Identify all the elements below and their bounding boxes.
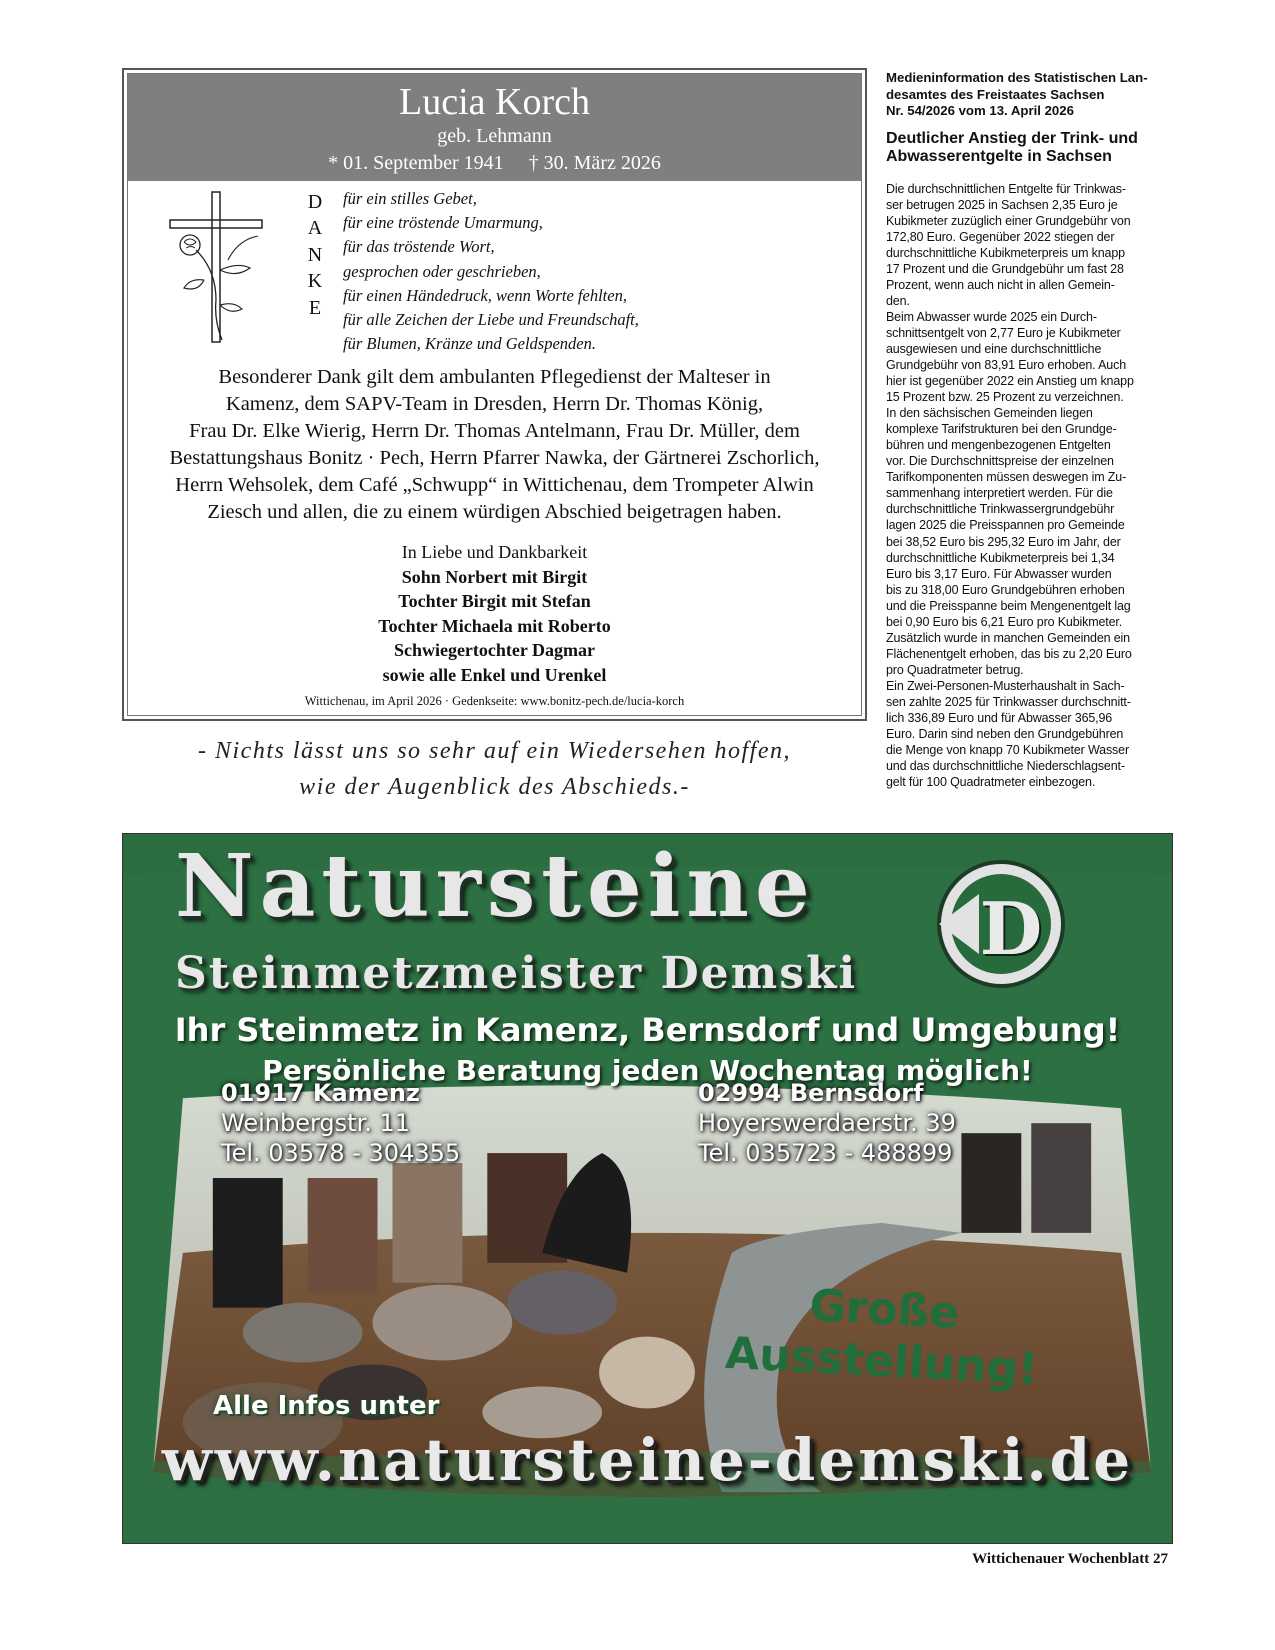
press-body-line: Euro bis 3,17 Euro. Für Abwasser wurden <box>886 566 1112 581</box>
press-body-line: ausgewiesen und eine durchschnittliche <box>886 341 1102 356</box>
special-thanks <box>136 364 853 526</box>
danke-vertical <box>300 189 330 321</box>
thanks-line: für eine tröstende Umarmung, <box>343 213 543 233</box>
danke-letter: A <box>307 217 323 240</box>
press-body-line: Die durchschnittlichen Entgelte für Trinkwas- <box>886 181 1126 196</box>
press-body-line: Kubikmeter zuzüglich einer Grundgebühr von <box>886 213 1131 228</box>
special-thanks-line: Herrn Wehsolek, dem Café „Schwupp“ in Wittichenau, dem Trompeter Alwin <box>175 474 814 496</box>
thanks-line: für einen Händedruck, wenn Worte fehlten, <box>343 285 627 305</box>
danke-letter: D <box>307 191 323 213</box>
thanks-list <box>343 187 639 356</box>
press-body-line: gelt für 100 Quadratmeter einbezogen. <box>886 775 1096 790</box>
press-meta-line: Medieninformation des Statistischen Lan- <box>886 70 1148 85</box>
press-meta-line: desamtes des Freistaates Sachsen <box>886 86 1105 102</box>
exhibition-callout <box>720 1276 1045 1397</box>
thanks-line: für das tröstende Wort, <box>343 237 495 257</box>
press-body-line: Prozent, wenn auch nicht in allen Gemein- <box>886 277 1115 292</box>
press-body-line: 172,80 Euro. Gegenüber 2022 stiegen der <box>886 229 1115 244</box>
press-body-line: In den sächsischen Gemeinden liegen <box>886 406 1093 421</box>
website-link[interactable]: www.natursteine-demski.de <box>161 1426 1134 1494</box>
thanks-line: für ein stilles Gebet, <box>343 189 477 208</box>
family-signature <box>128 540 861 688</box>
danke-letter: N <box>307 243 323 266</box>
address-phone: Tel. 03578 - 304355 <box>221 1139 461 1167</box>
press-body-line: den. <box>886 293 910 308</box>
family-member: Schwiegertochter Dagmar <box>393 640 596 661</box>
press-body-line: Grundgebühr von 83,91 Euro erhoben. Auch <box>886 358 1127 373</box>
press-body-line: und die Preisspanne beim Mengenentgelt lag <box>886 598 1131 613</box>
address-street: Hoyerswerdaerstr. 39 <box>698 1109 956 1137</box>
press-body-line: sammenhang interpretiert werden. Für die <box>886 486 1113 501</box>
press-body-line: durchschnittliche Trinkwassergrundgebühr <box>886 502 1115 517</box>
press-body-line: vor. Die Durchschnittspreise der einzelnen <box>886 454 1114 469</box>
press-body-line: schnittsentgelt von 2,77 Euro je Kubikmeter <box>886 325 1121 340</box>
address-phone: Tel. 035723 - 488899 <box>698 1139 953 1167</box>
family-member: Tochter Birgit mit Stefan <box>398 591 591 612</box>
press-body-line: Beim Abwasser wurde 2025 ein Durch- <box>886 309 1097 324</box>
special-thanks-line: Kamenz, dem SAPV-Team in Dresden, Herrn Dr. Thomas König, <box>225 393 764 415</box>
family-member: Sohn Norbert mit Birgit <box>401 566 588 587</box>
press-body-line: bühren und mengenbezogenen Entgelten <box>886 438 1111 453</box>
thanks-line: gesprochen oder geschrieben, <box>343 261 541 281</box>
cross-with-rose-icon <box>168 190 278 345</box>
ad-title: Natursteine <box>175 836 816 937</box>
press-body-line: komplexe Tarifstrukturen bei den Grundge- <box>886 422 1117 437</box>
thanks-line: für Blumen, Kränze und Geldspenden. <box>343 334 596 354</box>
ad-subtitle: Steinmetzmeister Demski <box>175 948 858 999</box>
address-city: 01917 Kamenz <box>221 1079 420 1107</box>
special-thanks-line: Besonderer Dank gilt dem ambulanten Pflegedienst der Malteser in <box>218 366 771 388</box>
press-body-line: die Menge von knapp 70 Kubikmeter Wasser <box>886 743 1129 758</box>
exhibition-line: Ausstellung! <box>724 1327 1040 1396</box>
press-body-line: durchschnittliche Kubikmeterpreis bei 1,34 <box>886 550 1115 565</box>
quote-line: wie der Augenblick des Abschieds.- <box>299 774 690 800</box>
stonemason-advertisement <box>122 833 1173 1544</box>
press-body-line: bei 38,52 Euro bis 295,32 Euro im Jahr, der <box>886 534 1121 549</box>
press-body-line: durchschnittliche Kubikmeterpreis um knapp <box>886 245 1125 260</box>
press-title-line: Deutlicher Anstieg der Trink- und <box>886 129 1138 147</box>
ad-tagline: Ihr Steinmetz in Kamenz, Bernsdorf und Umgebung! <box>174 1011 1121 1049</box>
press-body-line: 17 Prozent und die Grundgebühr um fast 28 <box>886 261 1124 276</box>
press-body-line: ser betrugen 2025 in Sachsen 2,35 Euro je <box>886 197 1118 212</box>
press-body-line: Ein Zwei-Personen-Musterhaushalt in Sach- <box>886 678 1125 693</box>
special-thanks-line: Ziesch und allen, die zu einem würdigen Abschied beigetragen haben. <box>207 501 782 523</box>
obituary-header <box>128 74 861 181</box>
press-title-line: Abwasserentgelte in Sachsen <box>886 148 1112 165</box>
danke-letter: K <box>307 270 323 293</box>
press-body-line: lich 336,89 Euro und für Abwasser 365,96 <box>886 711 1113 726</box>
address-street: Weinbergstr. 11 <box>221 1109 411 1137</box>
press-body-line: lagen 2025 die Preisspannen pro Gemeinde <box>886 518 1125 533</box>
press-body-line: bis zu 318,00 Euro Grundgebühren erhoben <box>886 582 1125 597</box>
quote-line: - Nichts lässt uns so sehr auf ein Wiedersehen hoffen, <box>198 738 791 764</box>
press-release <box>886 70 1172 790</box>
obituary-inner-frame <box>127 73 862 716</box>
family-member: sowie alle Enkel und Urenkel <box>382 664 607 685</box>
press-body-line: Zusätzlich wurde in manchen Gemeinden ein <box>886 630 1130 645</box>
press-body-line: Tarifkomponenten müssen deswegen im Zu- <box>886 470 1127 485</box>
press-body-line: pro Quadratmeter betrug. <box>886 662 1024 677</box>
press-body <box>886 181 1172 791</box>
page-footer: Wittichenauer Wochenblatt 27 <box>972 1551 1168 1567</box>
press-body-line: Flächenentgelt erhoben, das bis zu 2,20 Euro <box>886 646 1132 661</box>
birth-name: geb. Lehmann <box>437 125 552 147</box>
address-kamenz <box>221 1078 460 1168</box>
address-city: 02994 Bernsdorf <box>698 1079 924 1107</box>
danke-letter: E <box>308 296 322 319</box>
life-dates: * 01. September 1941 † 30. März 2026 <box>328 152 661 174</box>
special-thanks-line: Bestattungshaus Bonitz · Pech, Herrn Pfarrer Nawka, der Gärtnerei Zschorlich, <box>169 447 820 469</box>
press-body-line: und das durchschnittliche Niederschlagsent- <box>886 759 1125 774</box>
obituary-footer: Wittichenau, im April 2026 · Gedenkseite: www.bonitz-pech.de/lucia-korch <box>304 694 685 708</box>
exhibition-line: Große <box>808 1280 961 1339</box>
press-body-line: hier ist gegenüber 2022 ein Anstieg um knapp <box>886 374 1134 389</box>
ad-consultation-note: Persönliche Beratung jeden Wochentag möglich! <box>262 1054 1033 1087</box>
press-meta <box>886 70 1172 120</box>
address-bernsdorf <box>698 1078 956 1168</box>
press-body-line: 15 Prozent bzw. 25 Prozent zu verzeichnen. <box>886 390 1124 405</box>
press-body-line: sen zahlte 2025 für Trinkwasser durchschnitt- <box>886 695 1131 709</box>
press-meta-line: Nr. 54/2026 vom 13. April 2026 <box>886 103 1074 118</box>
obituary-notice <box>122 68 867 721</box>
closing-phrase: In Liebe und Dankbarkeit <box>401 542 588 562</box>
press-body-line: Euro. Darin sind neben den Grundgebühren <box>886 727 1124 742</box>
special-thanks-line: Frau Dr. Elke Wierig, Herrn Dr. Thomas Antelmann, Frau Dr. Müller, dem <box>189 420 800 442</box>
infos-label: Alle Infos unter <box>213 1391 440 1421</box>
press-body-line: bei 0,90 Euro bis 6,21 Euro pro Kubikmeter. <box>886 614 1123 629</box>
family-member: Tochter Michaela mit Roberto <box>378 615 611 636</box>
deceased-name: Lucia Korch <box>399 81 590 123</box>
thanks-line: für alle Zeichen der Liebe und Freundschaft, <box>343 310 639 330</box>
logo-letter: D <box>979 886 1043 971</box>
press-title <box>886 130 1172 167</box>
